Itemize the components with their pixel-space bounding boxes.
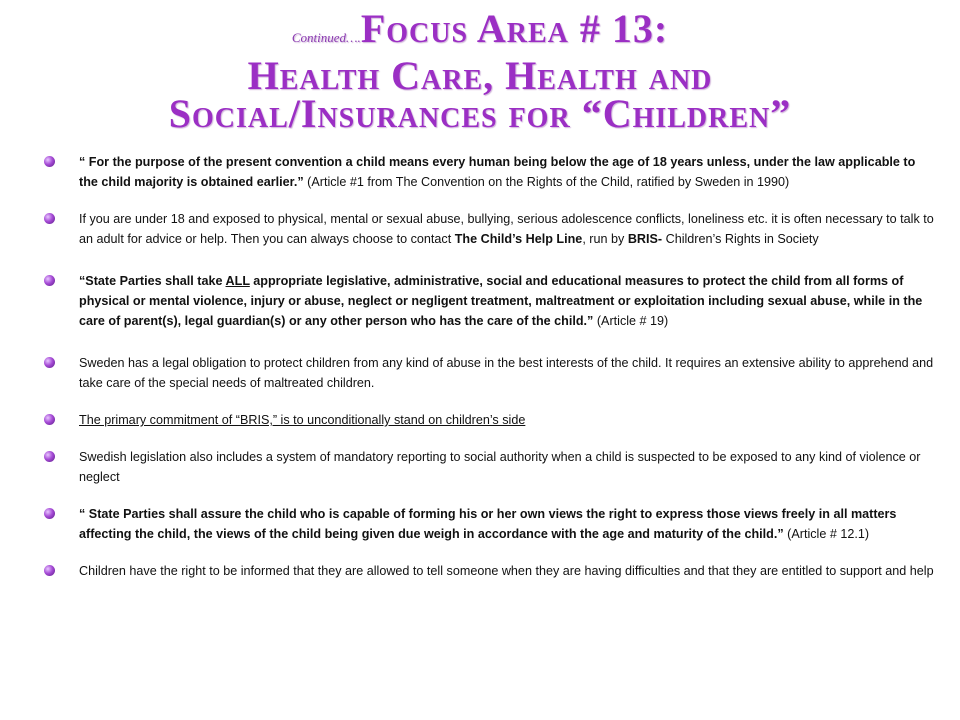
bullet-item-2: [44, 209, 934, 249]
slide-title: [0, 6, 960, 136]
title-line-1: [0, 6, 960, 57]
bullet-7-citation: (Article # 12.1): [783, 527, 870, 541]
bullet-item-3: [44, 271, 934, 331]
bullet-7-quote: “ State Parties shall assure the child who is capable of forming his or her own views the right to express those views freely in all matters affecting the child, the views of the child being given due weigh in accordance with the age and maturity of the child.”: [79, 507, 897, 541]
bullet-5-text: The primary commitment of “BRIS,” is to unconditionally stand on children’s side: [79, 413, 526, 427]
bullet-dot-icon: [44, 213, 55, 224]
title-line-3-part-a: Social/Insurances for: [168, 91, 582, 136]
bullet-dot-icon: [44, 565, 55, 576]
bullet-dot-icon: [44, 357, 55, 368]
bullet-2-text-2: , run by: [582, 232, 628, 246]
bullet-item-5: [44, 410, 934, 430]
title-focus-area: Focus Area # 13:: [360, 6, 669, 51]
bullet-4-text: Sweden has a legal obligation to protect children from any kind of abuse in the best interests of the child. It requires an extensive ability to apprehend and take care of the special needs of maltreated children.: [79, 356, 934, 390]
title-continued: Continued….: [291, 30, 361, 45]
bullet-dot-icon: [44, 414, 55, 425]
title-line-3: [0, 91, 960, 136]
bullet-2-helpline: The Child’s Help Line: [454, 232, 583, 246]
bullet-item-8: [44, 561, 934, 581]
bullet-3-quote-all: ALL: [225, 274, 250, 288]
bullet-dot-icon: [44, 451, 55, 462]
bullet-6-text: Swedish legislation also includes a system of mandatory reporting to social authority when a child is suspected to be exposed to any kind of violence or neglect: [79, 450, 921, 484]
bullet-dot-icon: [44, 508, 55, 519]
title-line-2: Health Care, Health and: [247, 53, 713, 98]
title-line-3-part-b: “Children”: [581, 91, 792, 136]
bullet-3-quote-post: appropriate legislative, administrative, social and educational measures to protect the child from all forms of physical or mental violence, injury or abuse, neglect or negligent treatment, maltreatment or exploitation including sexual abuse, while in the care of parent(s), legal guardian(s) or any other person who has the care of the child.”: [79, 274, 923, 328]
bullet-1-quote: “ For the purpose of the present convention a child means every human being below the age of 18 years unless, under the law applicable to the child majority is obtained earlier.”: [79, 155, 916, 189]
bullet-item-6: [44, 447, 934, 487]
bullet-dot-icon: [44, 156, 55, 167]
bullet-2-text-1: If you are under 18 and exposed to physical, mental or sexual abuse, bullying, serious adolescence conflicts, loneliness etc. it is often necessary to talk to an adult for advice or help. Then you can always choose to contact: [79, 212, 934, 246]
bullet-3-citation: (Article # 19): [593, 314, 669, 328]
bullet-1-citation: (Article #1 from The Convention on the Rights of the Child, ratified by Sweden in 1990): [303, 175, 790, 189]
bullet-8-text: Children have the right to be informed that they are allowed to tell someone when they are having difficulties and that they are entitled to support and help: [79, 564, 934, 578]
bullet-dot-icon: [44, 275, 55, 286]
bullet-item-7: [44, 504, 934, 544]
bullet-2-bris: BRIS-: [627, 232, 663, 246]
bullet-2-text-3: Children’s Rights in Society: [662, 232, 819, 246]
bullet-item-1: [44, 152, 934, 192]
bullet-item-4: [44, 353, 934, 393]
bullet-list: [44, 152, 934, 598]
bullet-3-quote-pre: “State Parties shall take: [79, 274, 226, 288]
